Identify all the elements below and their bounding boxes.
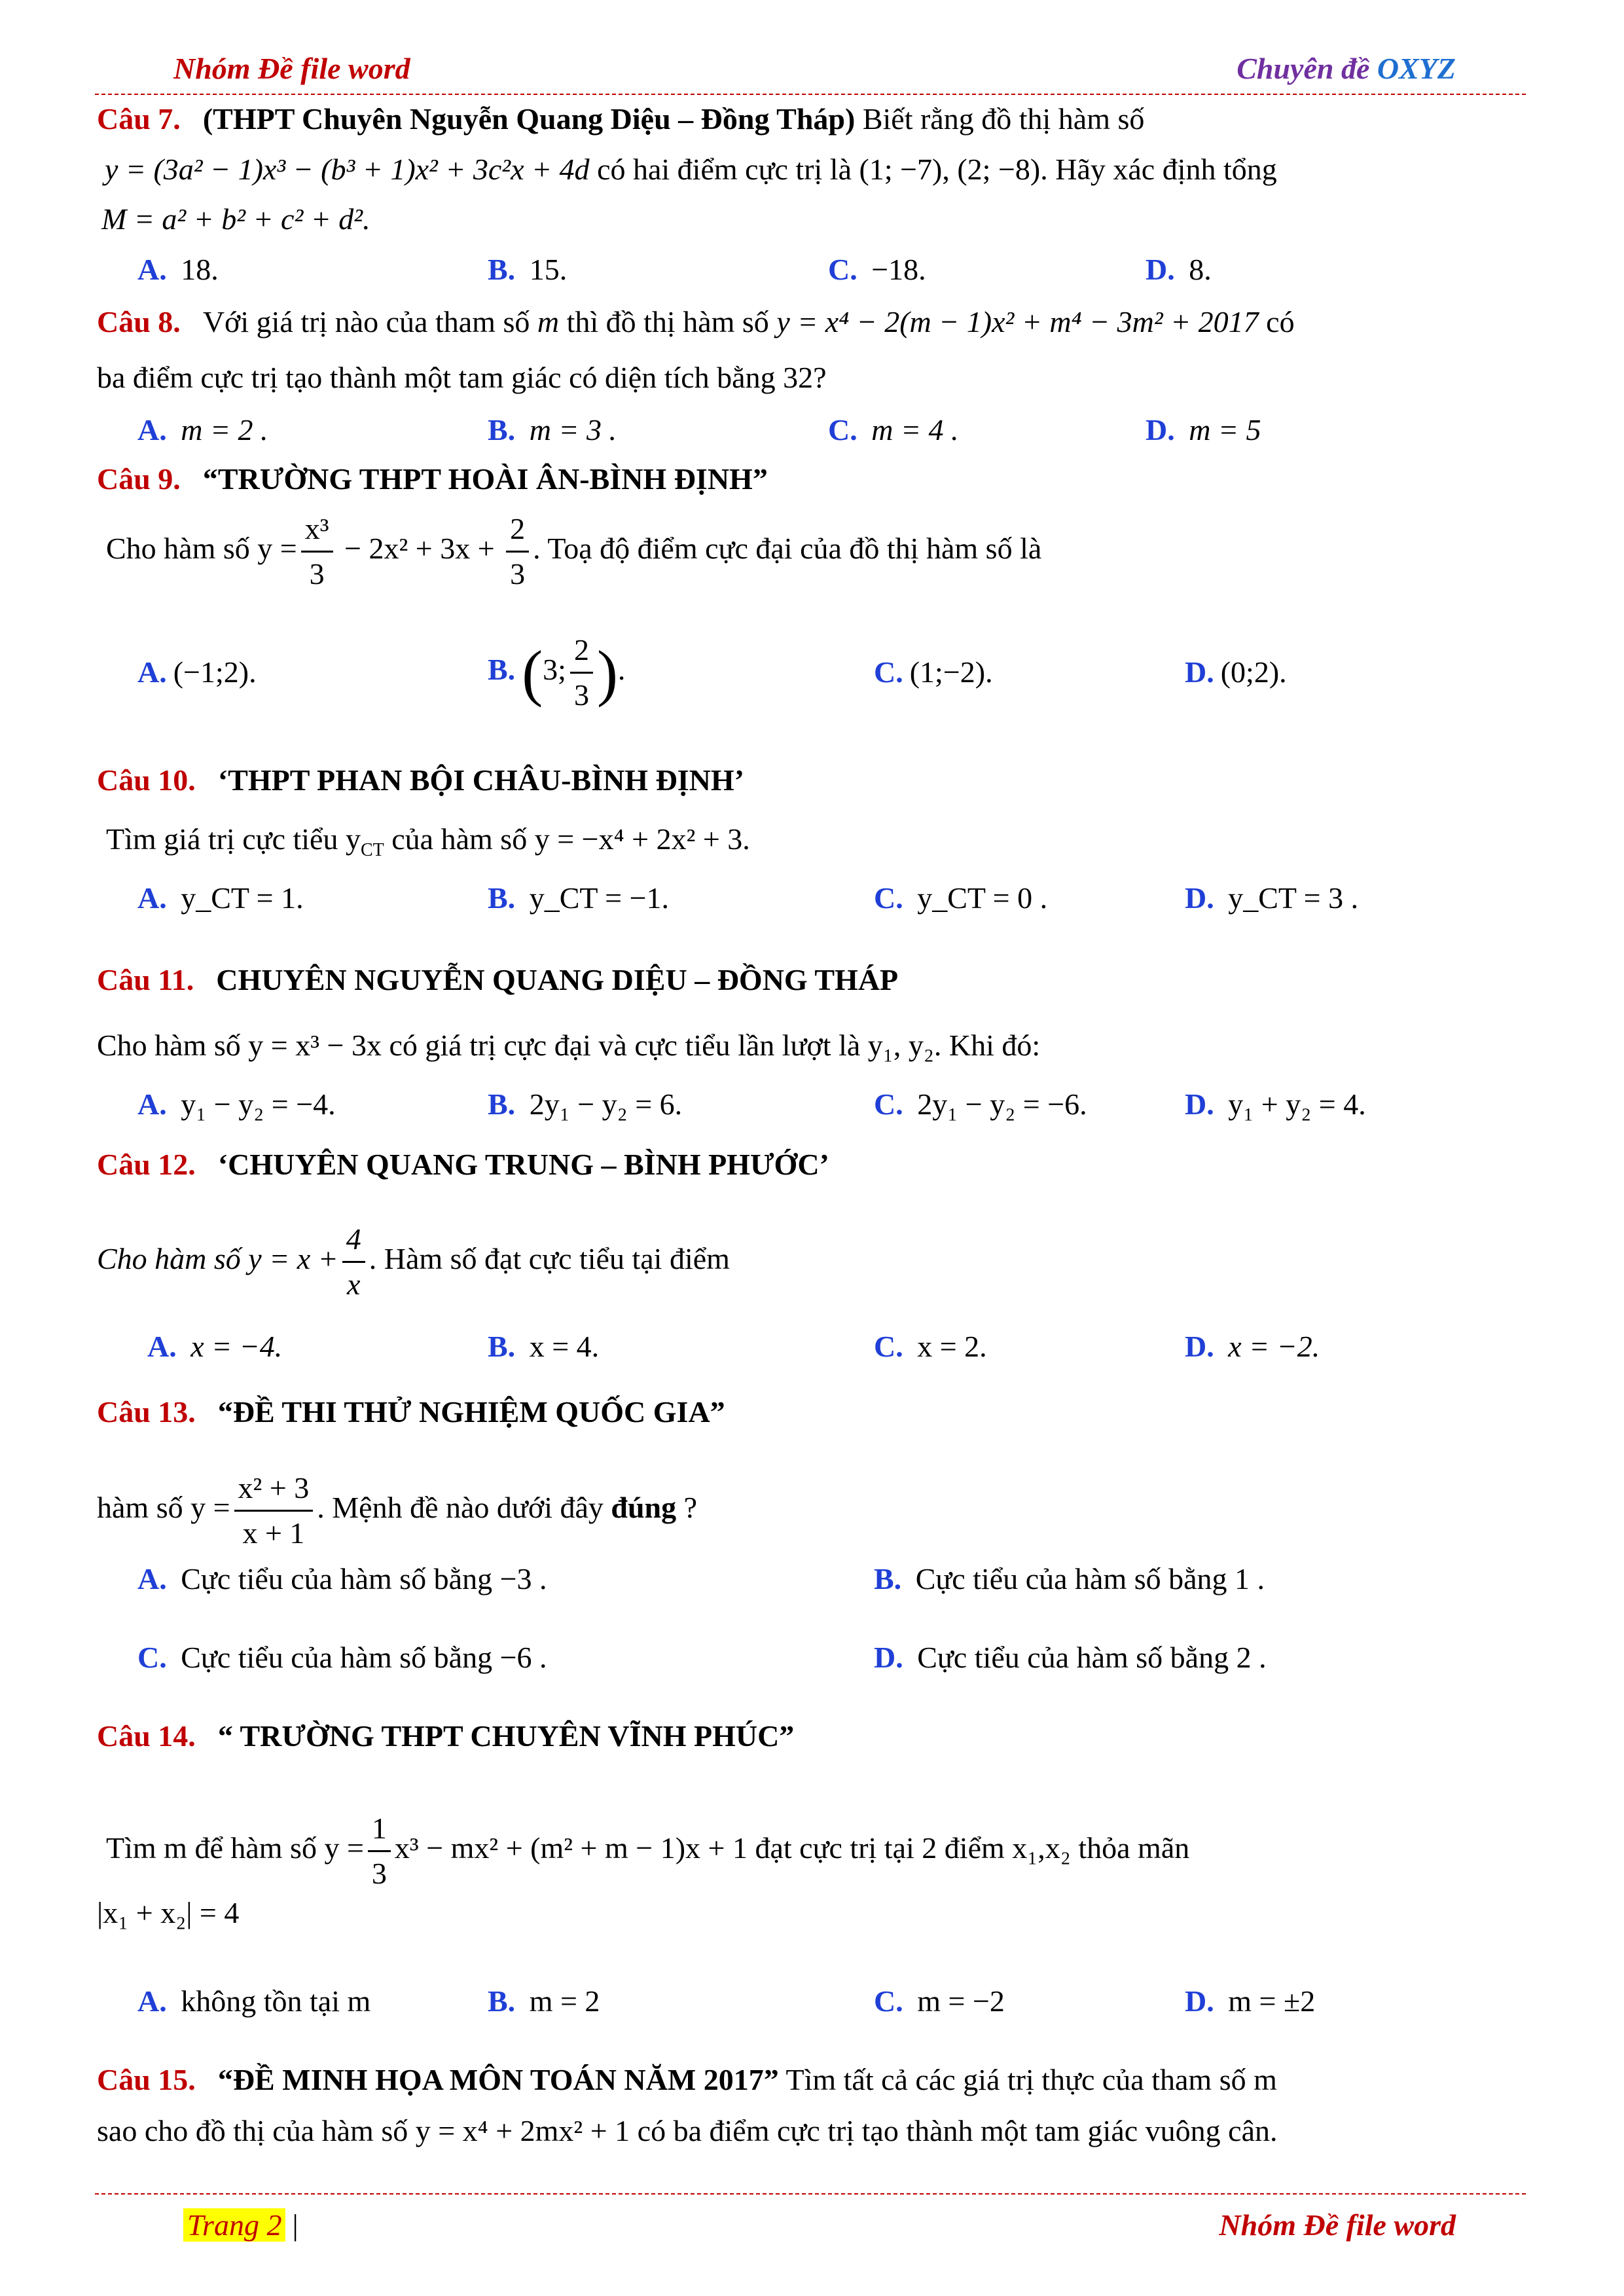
- q9-frac2-den: 3: [510, 557, 526, 591]
- q10-option-c-letter: C.: [874, 881, 903, 915]
- q10-option-a[interactable]: [137, 881, 304, 915]
- q9-label: Câu 9.: [97, 462, 181, 496]
- q9-option-d-value: (0;2).: [1220, 655, 1287, 689]
- q7-option-c[interactable]: [828, 252, 926, 287]
- header-right: [1236, 51, 1456, 86]
- q7-option-d[interactable]: [1146, 252, 1212, 287]
- q13-text2: . Mệnh đề nào dưới đây: [317, 1491, 611, 1525]
- q7-label: Câu 7.: [97, 102, 181, 136]
- q8-option-b[interactable]: [488, 412, 617, 447]
- q11-option-b[interactable]: [488, 1087, 682, 1121]
- q10-text2: của hàm số y = −x⁴ + 2x² + 3.: [384, 822, 750, 856]
- q8-text1: Với giá trị nào của tham số: [202, 305, 537, 338]
- q10-option-b-value: y_CT = −1.: [522, 881, 670, 915]
- q9-line1: [97, 462, 768, 496]
- q13-option-c-letter: C.: [137, 1641, 167, 1674]
- q9-source: “TRƯỜNG THPT HOÀI ÂN-BÌNH ĐỊNH”: [202, 462, 768, 496]
- q12-option-c-value: x = 2.: [909, 1330, 987, 1363]
- q12-line1: [97, 1147, 829, 1182]
- q8-m: m: [537, 305, 560, 338]
- header-right-prefix: Chuyên đề: [1236, 52, 1377, 85]
- q9-text2: . Toạ độ điểm cực đại của đồ thị hàm số là: [533, 532, 1042, 566]
- q7-text2: có hai điểm cực trị là: [589, 153, 859, 186]
- q13-frac: [234, 1467, 314, 1555]
- q9-option-c-letter: C.: [874, 655, 903, 689]
- q14-option-d-value: m = ±2: [1220, 1984, 1316, 2018]
- q8-formula: y = x⁴ − 2(m − 1)x² + m⁴ − 3m² + 2017: [776, 305, 1259, 338]
- q13-line2: [97, 1467, 697, 1555]
- q14-option-c-value: m = −2: [909, 1984, 1005, 2018]
- q15-source: “ĐỀ MINH HỌA MÔN TOÁN NĂM 2017”: [217, 2063, 779, 2096]
- q10-option-d[interactable]: [1185, 881, 1358, 915]
- q8-option-d-letter: D.: [1146, 413, 1175, 446]
- q9-option-b[interactable]: [488, 629, 625, 717]
- q11-option-c-letter: C.: [874, 1087, 903, 1121]
- q14-option-b-value: m = 2: [522, 1984, 600, 2018]
- q13-option-a-letter: A.: [137, 1562, 167, 1595]
- q13-option-c-value: Cực tiểu của hàm số bằng −6 .: [173, 1641, 547, 1674]
- q7-line3: [101, 202, 370, 236]
- footer-page-word: Trang: [187, 2208, 259, 2242]
- q9-option-a-letter: A.: [137, 655, 167, 689]
- q10-option-d-letter: D.: [1185, 881, 1214, 915]
- footer-page-box: [183, 2208, 285, 2242]
- header-right-accent: OXYZ: [1377, 52, 1456, 85]
- q8-option-c[interactable]: [828, 412, 959, 447]
- q14-option-d-letter: D.: [1185, 1984, 1214, 2018]
- q9-option-b-lparen: (: [522, 638, 543, 708]
- q7-option-d-value: 8.: [1181, 253, 1212, 286]
- q7-option-c-value: −18.: [863, 253, 926, 286]
- q13-source: “ĐỀ THI THỬ NGHIỆM QUỐC GIA”: [217, 1395, 725, 1429]
- q12-option-b-letter: B.: [488, 1330, 516, 1363]
- q8-option-c-value: m = 4 .: [863, 413, 959, 446]
- q8-option-a[interactable]: [137, 412, 268, 447]
- q9-option-a[interactable]: [137, 655, 257, 689]
- q13-option-b-value: Cực tiểu của hàm số bằng 1 .: [908, 1562, 1265, 1595]
- q7-formula: y = (3a² − 1)x³ − (b³ + 1)x² + 3c²x + 4d: [105, 153, 590, 186]
- q8-option-a-value: m = 2 .: [173, 413, 268, 446]
- q12-option-a[interactable]: [147, 1329, 282, 1364]
- q14-option-b[interactable]: [488, 1984, 600, 2018]
- q10-option-c-value: y_CT = 0 .: [909, 881, 1048, 915]
- q12-source: ‘CHUYÊN QUANG TRUNG – BÌNH PHƯỚC’: [217, 1148, 829, 1181]
- q9-mid: − 2x² + 3x +: [336, 532, 503, 566]
- footer-separator: |: [292, 2208, 298, 2242]
- q9-option-d-letter: D.: [1185, 655, 1214, 689]
- q9-option-b-value: .: [617, 653, 626, 687]
- q10-line1: [97, 763, 744, 797]
- q13-label: Câu 13.: [97, 1395, 196, 1429]
- q8-option-b-letter: B.: [488, 413, 516, 446]
- q10-option-a-value: y_CT = 1.: [173, 881, 304, 915]
- q15-line2: sao cho đồ thị của hàm số y = x⁴ + 2mx² + 1 có ba điểm cực trị tạo thành một tam giác vuông cân.: [97, 2114, 1278, 2147]
- q9-option-b-letter: B.: [488, 653, 516, 687]
- q8-line2: ba điểm cực trị tạo thành một tam giác có diện tích bằng 32?: [97, 361, 827, 394]
- q7-text1: Biết rằng đồ thị hàm số: [855, 102, 1145, 136]
- q12-option-a-value: x = −4.: [183, 1330, 283, 1363]
- q13-bold: đúng: [611, 1491, 677, 1525]
- q9-frac1-num: x³: [301, 507, 333, 553]
- q12-option-b-value: x = 4.: [522, 1330, 600, 1363]
- q14-option-b-letter: B.: [488, 1984, 516, 2018]
- q9-option-a-value: (−1;2).: [173, 655, 257, 689]
- q11-option-c-value: 2y₁ − y₂ = −6.: [909, 1087, 1087, 1121]
- q7-text3: . Hãy xác định tổng: [1040, 153, 1277, 186]
- q10-option-b-letter: B.: [488, 881, 516, 915]
- q7-points: (1; −7), (2; −8): [859, 153, 1041, 186]
- q13-text3: ?: [676, 1491, 698, 1525]
- q9-line2: [106, 507, 1041, 596]
- q7-option-c-letter: C.: [828, 253, 857, 286]
- q12-frac-den: x: [347, 1267, 361, 1301]
- q9-frac1: [301, 507, 333, 596]
- q8-text2: thì đồ thị hàm số: [559, 305, 777, 338]
- header-left: Nhóm Đề file word: [173, 52, 410, 85]
- q12-text2: . Hàm số đạt cực tiểu tại điểm: [369, 1242, 730, 1276]
- q14-label: Câu 14.: [97, 1719, 196, 1753]
- q9-text1: Cho hàm số y =: [106, 532, 297, 566]
- footer-rule: [95, 2193, 1526, 2195]
- q12-frac-num: 4: [342, 1218, 365, 1263]
- q7-option-b[interactable]: [488, 252, 567, 287]
- q13-option-a[interactable]: [137, 1561, 547, 1596]
- q7-option-a[interactable]: [137, 252, 219, 287]
- q13-frac-den: x + 1: [242, 1516, 305, 1550]
- q10-option-c[interactable]: [874, 881, 1047, 915]
- q7-option-b-value: 15.: [522, 253, 568, 286]
- q12-option-c-letter: C.: [874, 1330, 903, 1363]
- q14-line3: |x₁ + x₂| = 4: [97, 1896, 240, 1929]
- q10-sub: CT: [360, 840, 384, 861]
- q13-line1: [97, 1394, 725, 1429]
- q11-option-c[interactable]: [874, 1087, 1087, 1121]
- q14-frac-den: 3: [371, 1857, 387, 1890]
- q10-option-d-value: y_CT = 3 .: [1220, 881, 1359, 915]
- q12-option-d[interactable]: [1185, 1329, 1320, 1364]
- q14-source: “ TRƯỜNG THPT CHUYÊN VĨNH PHÚC”: [217, 1719, 795, 1753]
- header-rule: [95, 94, 1526, 95]
- q8-option-b-value: m = 3 .: [522, 413, 617, 446]
- q11-option-d-letter: D.: [1185, 1087, 1214, 1121]
- q9-option-b-rparen: ): [596, 638, 618, 708]
- q8-text3: có: [1258, 305, 1295, 338]
- q9-option-b-pre: 3;: [543, 653, 566, 687]
- q7-line2: [105, 152, 1277, 187]
- q11-option-b-value: 2y₁ − y₂ = 6.: [522, 1087, 683, 1121]
- q14-frac-num: 1: [368, 1807, 391, 1852]
- q13-text1: hàm số y =: [97, 1491, 230, 1525]
- q12-line2: [97, 1218, 730, 1306]
- q12-option-d-letter: D.: [1185, 1330, 1214, 1363]
- q11-option-b-letter: B.: [488, 1087, 516, 1121]
- q13-option-d-value: Cực tiểu của hàm số bằng 2 .: [909, 1641, 1267, 1674]
- q10-line2: [106, 822, 750, 861]
- q12-label: Câu 12.: [97, 1148, 196, 1181]
- q14-option-a[interactable]: [137, 1984, 370, 2018]
- q14-option-c[interactable]: [874, 1984, 1005, 2018]
- q10-label: Câu 10.: [97, 763, 196, 797]
- q8-option-d-value: m = 5: [1181, 413, 1261, 446]
- q15-line1: [97, 2062, 1277, 2097]
- q10-option-b[interactable]: [488, 881, 669, 915]
- q14-option-d[interactable]: [1185, 1984, 1315, 2018]
- q9-option-c[interactable]: [874, 655, 993, 689]
- q14-text1: Tìm m để hàm số y =: [106, 1831, 364, 1865]
- q15-label: Câu 15.: [97, 2063, 196, 2096]
- q9-frac2-num: 2: [506, 507, 529, 553]
- q13-frac-num: x² + 3: [234, 1467, 314, 1512]
- q11-source: CHUYÊN NGUYỄN QUANG DIỆU – ĐỒNG THÁP: [216, 963, 899, 996]
- q15-text1: Tìm tất cả các giá trị thực của tham số m: [778, 2063, 1277, 2096]
- q12-option-c[interactable]: [874, 1329, 987, 1364]
- q9-option-d[interactable]: [1185, 655, 1287, 689]
- q14-line2: [106, 1807, 1189, 1895]
- q11-label: Câu 11.: [97, 963, 194, 996]
- q10-source: ‘THPT PHAN BỘI CHÂU-BÌNH ĐỊNH’: [217, 763, 745, 797]
- q11-line2: Cho hàm số y = x³ − 3x có giá trị cực đại và cực tiểu lần lượt là y₁, y₂. Khi đó:: [97, 1029, 1041, 1062]
- q8-option-c-letter: C.: [828, 413, 857, 446]
- q8-option-a-letter: A.: [137, 413, 167, 446]
- q14-line1: [97, 1719, 794, 1753]
- q11-option-d-value: y₁ + y₂ = 4.: [1220, 1087, 1366, 1121]
- q10-text1: Tìm giá trị cực tiểu y: [106, 822, 361, 856]
- q7-option-d-letter: D.: [1146, 253, 1175, 286]
- q10-option-a-letter: A.: [137, 881, 167, 915]
- q11-option-a[interactable]: [137, 1087, 336, 1121]
- q9-option-b-frac-num: 2: [570, 629, 593, 674]
- q8-label: Câu 8.: [97, 305, 181, 338]
- q11-option-a-letter: A.: [137, 1087, 167, 1121]
- q7-line1: [97, 101, 1144, 136]
- q13-option-a-value: Cực tiểu của hàm số bằng −3 .: [173, 1562, 547, 1595]
- q7-m-expr: M = a² + b² + c² + d².: [101, 202, 370, 236]
- footer-page-num: 2: [266, 2208, 282, 2242]
- q13-option-c[interactable]: [137, 1640, 547, 1675]
- q9-frac2: [506, 507, 529, 596]
- q13-option-d[interactable]: [874, 1640, 1267, 1675]
- q8-line1: [97, 304, 1295, 339]
- q12-frac: [342, 1218, 365, 1306]
- q14-frac: [368, 1807, 391, 1895]
- q7-option-a-letter: A.: [137, 253, 167, 286]
- q9-option-b-frac: [570, 629, 593, 717]
- q7-option-b-letter: B.: [488, 253, 516, 286]
- q12-option-b[interactable]: [488, 1329, 599, 1364]
- q14-option-c-letter: C.: [874, 1984, 903, 2018]
- q13-option-b-letter: B.: [874, 1562, 902, 1595]
- q14-option-a-letter: A.: [137, 1984, 167, 2018]
- footer-right: Nhóm Đề file word: [1219, 2208, 1456, 2242]
- q14-option-a-value: không tồn tại m: [173, 1984, 371, 2018]
- q13-option-b[interactable]: [874, 1561, 1265, 1596]
- q11-option-d[interactable]: [1185, 1087, 1366, 1121]
- q12-option-d-value: x = −2.: [1220, 1330, 1320, 1363]
- q9-option-b-frac-den: 3: [573, 678, 589, 712]
- q7-option-a-value: 18.: [173, 253, 219, 286]
- q12-option-a-letter: A.: [147, 1330, 177, 1363]
- q11-option-a-value: y₁ − y₂ = −4.: [173, 1087, 336, 1121]
- q11-line1: [97, 962, 898, 997]
- q7-source: (THPT Chuyên Nguyễn Quang Diệu – Đồng Tháp): [202, 102, 856, 136]
- q9-frac1-den: 3: [309, 557, 325, 591]
- q14-text2: x³ − mx² + (m² + m − 1)x + 1 đạt cực trị tại 2 điểm x₁,x₂ thỏa mãn: [394, 1831, 1190, 1865]
- q8-option-d[interactable]: [1146, 412, 1261, 447]
- q9-option-c-value: (1;−2).: [909, 655, 993, 689]
- q12-text1: Cho hàm số y = x +: [97, 1242, 338, 1276]
- footer-page: [183, 2208, 298, 2242]
- q13-option-d-letter: D.: [874, 1641, 903, 1674]
